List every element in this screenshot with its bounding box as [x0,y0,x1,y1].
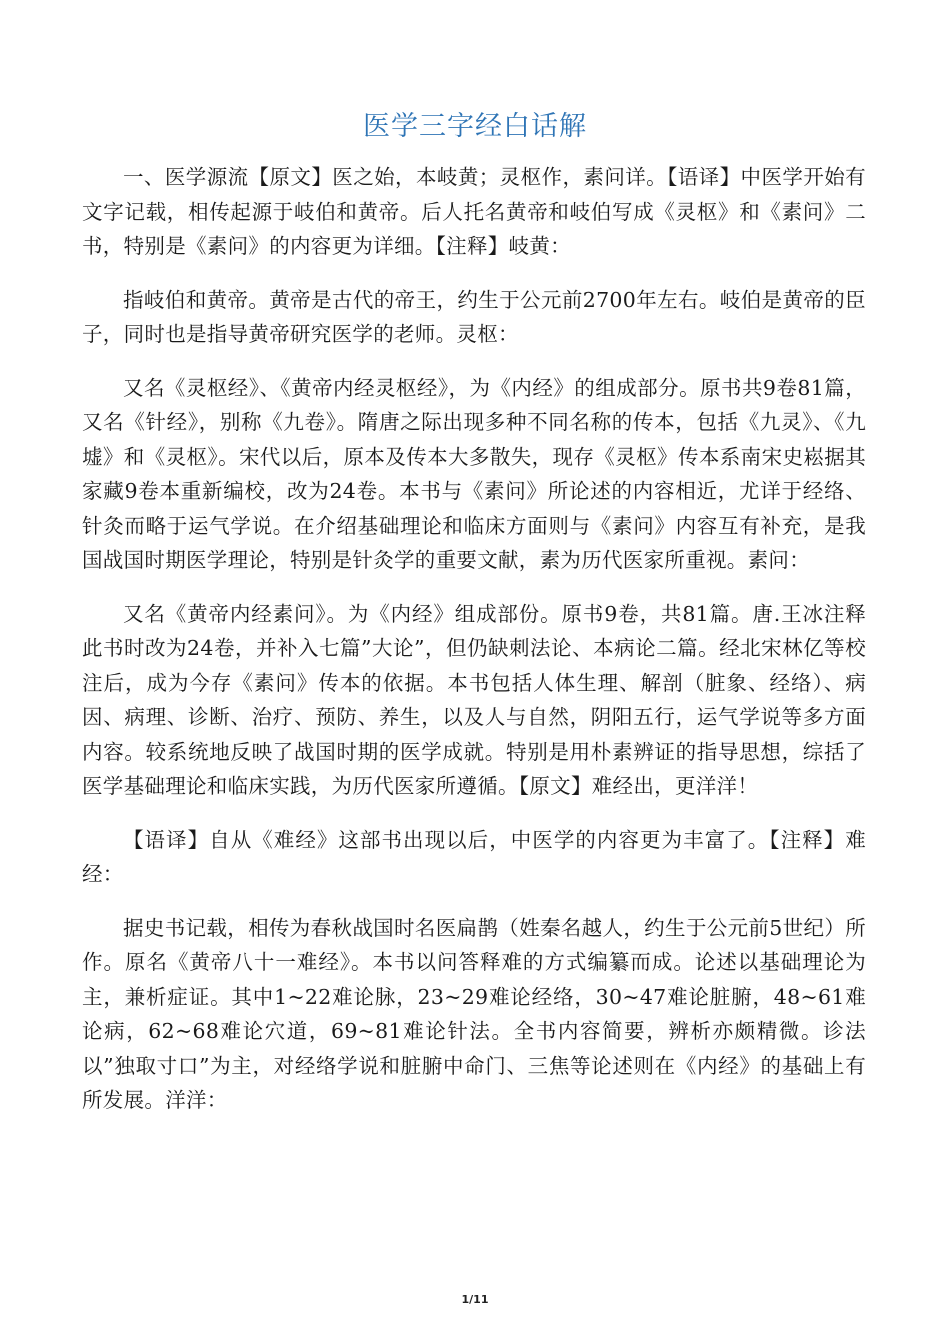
paragraph: 一、医学源流【原文】医之始，本岐黄；灵枢作，素问详。【语译】中医学开始有文字记载，相传起源于岐伯和黄帝。后人托名黄帝和岐伯写成《灵枢》和《素问》二书，特别是《素问》的内容更为详细。【注释】岐黄： [82,165,866,258]
paragraph: 据史书记载，相传为春秋战国时名医扁鹊（姓秦名越人，约生于公元前5世纪）所作。原名《黄帝八十一难经》。本书以问答释难的方式编纂而成。论述以基础理论为主，兼析症证。其中1~22难论脉，23~29难论经络，30~47难论脏腑，48~61难论病，62~68难论穴道，69~81难论针法。全书内容简要，辨析亦颇精微。诊法以”独取寸口”为主，对经络学说和脏腑中命门、三焦等论述则在《内经》的基础上有所发展。洋洋： [82,915,866,1112]
document-title: 医学三字经白话解 [363,111,587,142]
document-body [82,160,866,1137]
paragraph: 指岐伯和黄帝。黄帝是古代的帝王，约生于公元前2700年左右。岐伯是黄帝的臣子，同时也是指导黄帝研究医学的老师。灵枢： [82,287,866,346]
paragraph: 又名《黄帝内经素问》。为《内经》组成部份。原书9卷，共81篇。唐.王冰注释此书时改为24卷，并补入七篇”大论”，但仍缺刺法论、本病论二篇。经北宋林亿等校注后，成为今存《素问》传本的依据。本书包括人体生理、解剖（脏象、经络）、病因、病理、诊断、治疗、预防、养生，以及人与自然，阴阳五行，运气学说等多方面内容。较系统地反映了战国时期的医学成就。特别是用朴素辨证的指导思想，综括了医学基础理论和临床实践，为历代医家所遵循。【原文】难经出，更洋洋！ [82,601,866,798]
paragraph: 又名《灵枢经》、《黄帝内经灵枢经》，为《内经》的组成部分。原书共9卷81篇，又名《针经》，别称《九卷》。隋唐之际出现多种不同名称的传本，包括《九灵》、《九墟》和《灵枢》。宋代以后，原本及传本大多散失，现存《灵枢》传本系南宋史崧据其家藏9卷本重新编校，改为24卷。本书与《素问》所论述的内容相近，尤详于经络、针灸而略于运气学说。在介绍基础理论和临床方面则与《素问》内容互有补充，是我国战国时期医学理论，特别是针灸学的重要文献，素为历代医家所重视。素问： [82,375,866,572]
paragraph: 【语译】自从《难经》这部书出现以后，中医学的内容更为丰富了。【注释】难经： [82,827,866,886]
page-number: 1/11 [461,1293,489,1306]
